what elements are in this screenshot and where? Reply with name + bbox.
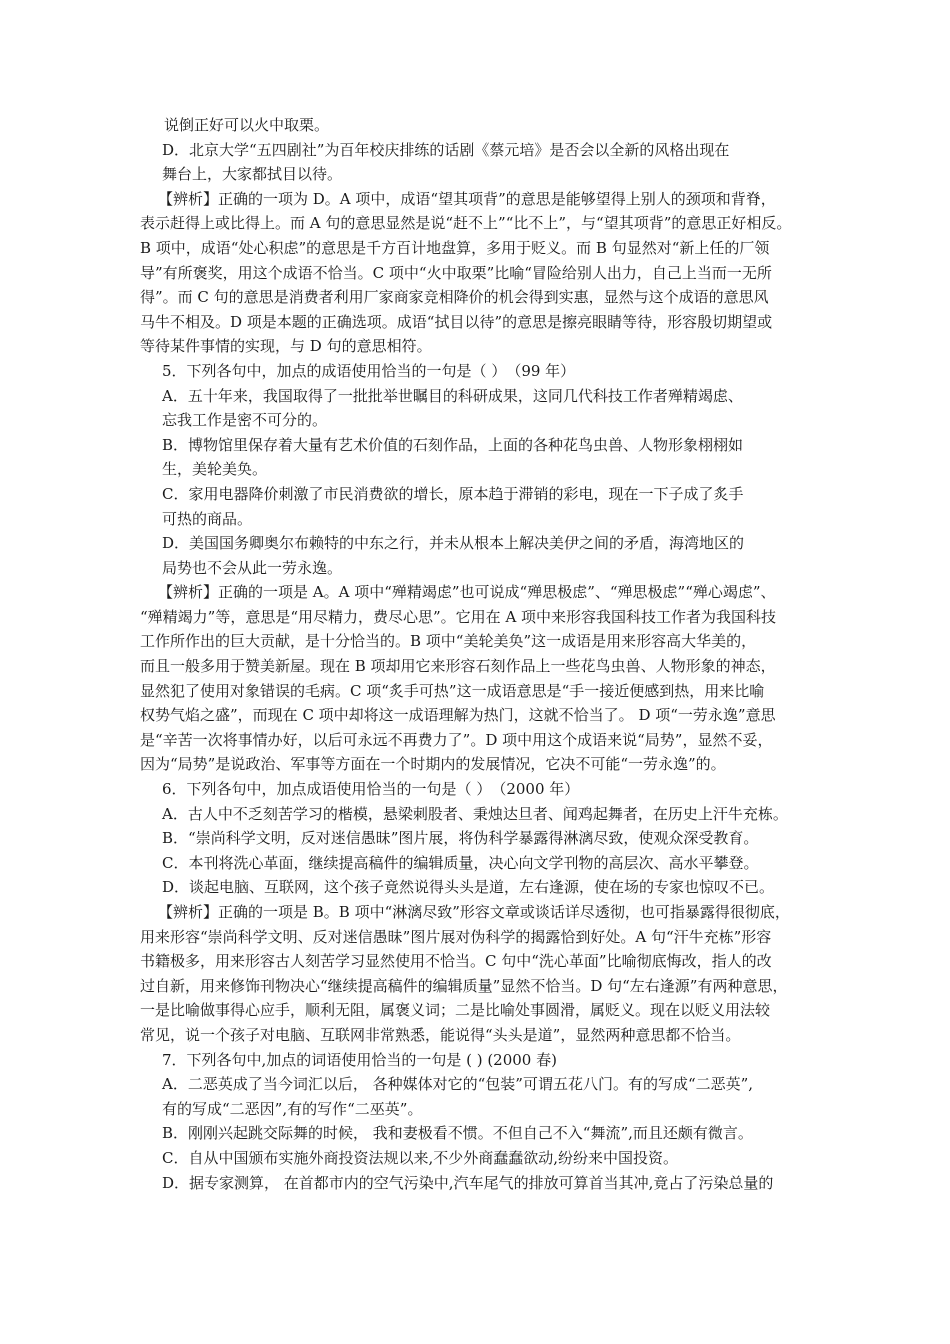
text-line: 导”有所褒奖，用这个成语不恰当。C 项中“火中取栗”比喻“冒险给别人出力，自己上当而一无所	[140, 263, 772, 282]
text-line: 局势也不会从此一劳永逸。	[162, 558, 343, 577]
text-line: 5．下列各句中，加点的成语使用恰当的一句是（ ） （99 年）	[162, 361, 576, 380]
text-line: 有的写成“二恶因”,有的写作“二巫英”。	[162, 1099, 423, 1118]
text-line: “殚精竭力”等，意思是“用尽精力，费尽心思”。它用在 A 项中来形容我国科技工作者为我国科技	[140, 607, 777, 626]
text-line: A．古人中不乏刻苦学习的楷模，悬梁刺股者、秉烛达旦者、闻鸡起舞者，在历史上汗牛充栋。	[162, 804, 788, 823]
text-line: B．“崇尚科学文明，反对迷信愚昧”图片展，将伪科学暴露得淋漓尽致，使观众深受教育。	[162, 829, 759, 848]
text-line: 马牛不相及。D 项是本题的正确选项。成语“拭目以待”的意思是擦亮眼睛等待，形容殷切期望或	[140, 312, 773, 331]
text-line: A．五十年来，我国取得了一批批举世瞩目的科研成果，这同几代科技工作者殚精竭虑、	[162, 386, 743, 405]
text-line: C．家用电器降价刺激了市民消费欲的增长，原本趋于滞销的彩电，现在一下子成了炙手	[162, 484, 744, 503]
text-line: 权势气焰之盛”，而现在 C 项中却将这一成语理解为热门，这就不恰当了。 D 项“一劳永逸”意思	[140, 706, 776, 725]
text-line: C．自从中国颁布实施外商投资法规以来,不少外商蠢蠢欲动,纷纷来中国投资。	[162, 1148, 679, 1167]
text-line: B 项中，成语“处心积虑”的意思是千方百计地盘算，多用于贬义。而 B 句显然对“新上任的厂领	[140, 238, 770, 257]
document-page	[140, 113, 812, 1195]
text-line: 书籍极多，用来形容古人刻苦学习显然使用不恰当。C 句中“洗心革面”比喻彻底悔改，指人的改	[140, 952, 772, 971]
text-line: 说倒正好可以火中取栗。	[164, 116, 330, 134]
text-line: 可热的商品。	[162, 509, 253, 528]
text-line: 舞台上，大家都拭目以待。	[162, 165, 343, 184]
text-line: 忘我工作是密不可分的。	[162, 411, 328, 430]
text-line: 【辨析】正确的一项是 A。A 项中“殚精竭虑”也可说成“殚思极虑”、“殚思极虑”“殚心竭虑”、	[158, 583, 776, 602]
text-line: B．刚刚兴起跳交际舞的时候， 我和妻极看不惯。不但自己不入“舞流”,而且还颇有微言。	[162, 1124, 753, 1143]
text-line: D．谈起电脑、互联网，这个孩子竟然说得头头是道，左右逢源，使在场的专家也惊叹不已。	[162, 878, 775, 897]
text-line: D．据专家测算， 在首都市内的空气污染中,汽车尾气的排放可算首当其冲,竟占了污染总量的	[162, 1173, 774, 1192]
text-line: 【辨析】正确的一项是 B。B 项中“淋漓尽致”形容文章或谈话详尽透彻，也可指暴露得很彻底，	[158, 903, 790, 921]
text-line: 显然犯了使用对象错误的毛病。C 项“炙手可热”这一成语意思是“手一接近便感到热，用来比喻	[140, 681, 765, 700]
text-line: A．二恶英成了当今词汇以后， 各种媒体对它的“包装”可谓五花八门。有的写成“二恶英”,	[162, 1075, 754, 1094]
text-line: 【辨析】正确的一项为 D。A 项中，成语“望其项背”的意思是能够望得上别人的颈项和背脊，	[158, 189, 776, 208]
text-line: B．博物馆里保存着大量有艺术价值的石刻作品，上面的各种花鸟虫兽、人物形象栩栩如	[162, 435, 744, 454]
text-line: 表示赶得上或比得上。而 A 句的意思显然是说“赶不上”“比不上”，与“望其项背”的意思正好相反。	[140, 214, 792, 233]
text-line: 得”。而 C 句的意思是消费者利用厂家商家竞相降价的机会得到实惠，显然与这个成语的意思风	[140, 288, 769, 307]
text-line: 因为“局势”是说政治、军事等方面在一个时期内的发展情况，它决不可能“一劳永逸”的。	[140, 755, 726, 774]
text-line: D．北京大学“五四剧社”为百年校庆排练的话剧《蔡元培》是否会以全新的风格出现在	[162, 140, 730, 159]
text-line: 工作所作出的巨大贡献，是十分恰当的。B 项中“美轮美奂”这一成语是用来形容高大华美的，	[140, 632, 757, 651]
text-line: 常见，说一个孩子对电脑、互联网非常熟悉，能说得“头头是道”，显然两种意思都不恰当。	[140, 1025, 741, 1044]
text-line: 是“辛苦一次将事情办好，以后可永远不再费力了”。D 项中用这个成语来说“局势”，显然不妥，	[140, 730, 773, 749]
text-line: 用来形容“崇尚科学文明、反对迷信愚昧”图片展对伪科学的揭露恰到好处。A 句“汗牛充栋”形容	[140, 927, 772, 946]
text-line: 7．下列各句中,加点的词语使用恰当的一句是 ( ) (2000 春)	[162, 1050, 557, 1069]
text-line: 一是比喻做事得心应手，顺利无阻，属褒义词；二是比喻处事圆滑，属贬义。现在以贬义用法较	[140, 1001, 771, 1020]
text-line: 6．下列各句中，加点成语使用恰当的一句是（ ） （2000 年）	[162, 780, 580, 799]
text-line: 等待某件事情的实现，与 D 句的意思相符。	[140, 337, 432, 356]
text-line: 过自新，用来修饰刊物决心“继续提高稿件的编辑质量”显然不恰当。D 句“左右逢源”有两种意思，	[140, 976, 788, 995]
text-line: C．本刊将洗心革面，继续提高稿件的编辑质量，决心向文学刊物的高层次、高水平攀登。	[162, 853, 759, 872]
text-line: D．美国国务卿奥尔布赖特的中东之行，并未从根本上解决美伊之间的矛盾，海湾地区的	[162, 534, 745, 553]
text-line: 生，美轮美奂。	[162, 460, 268, 479]
text-line: 而且一般多用于赞美新屋。现在 B 项却用它来形容石刻作品上一些花鸟虫兽、人物形象的神态，	[140, 657, 776, 676]
